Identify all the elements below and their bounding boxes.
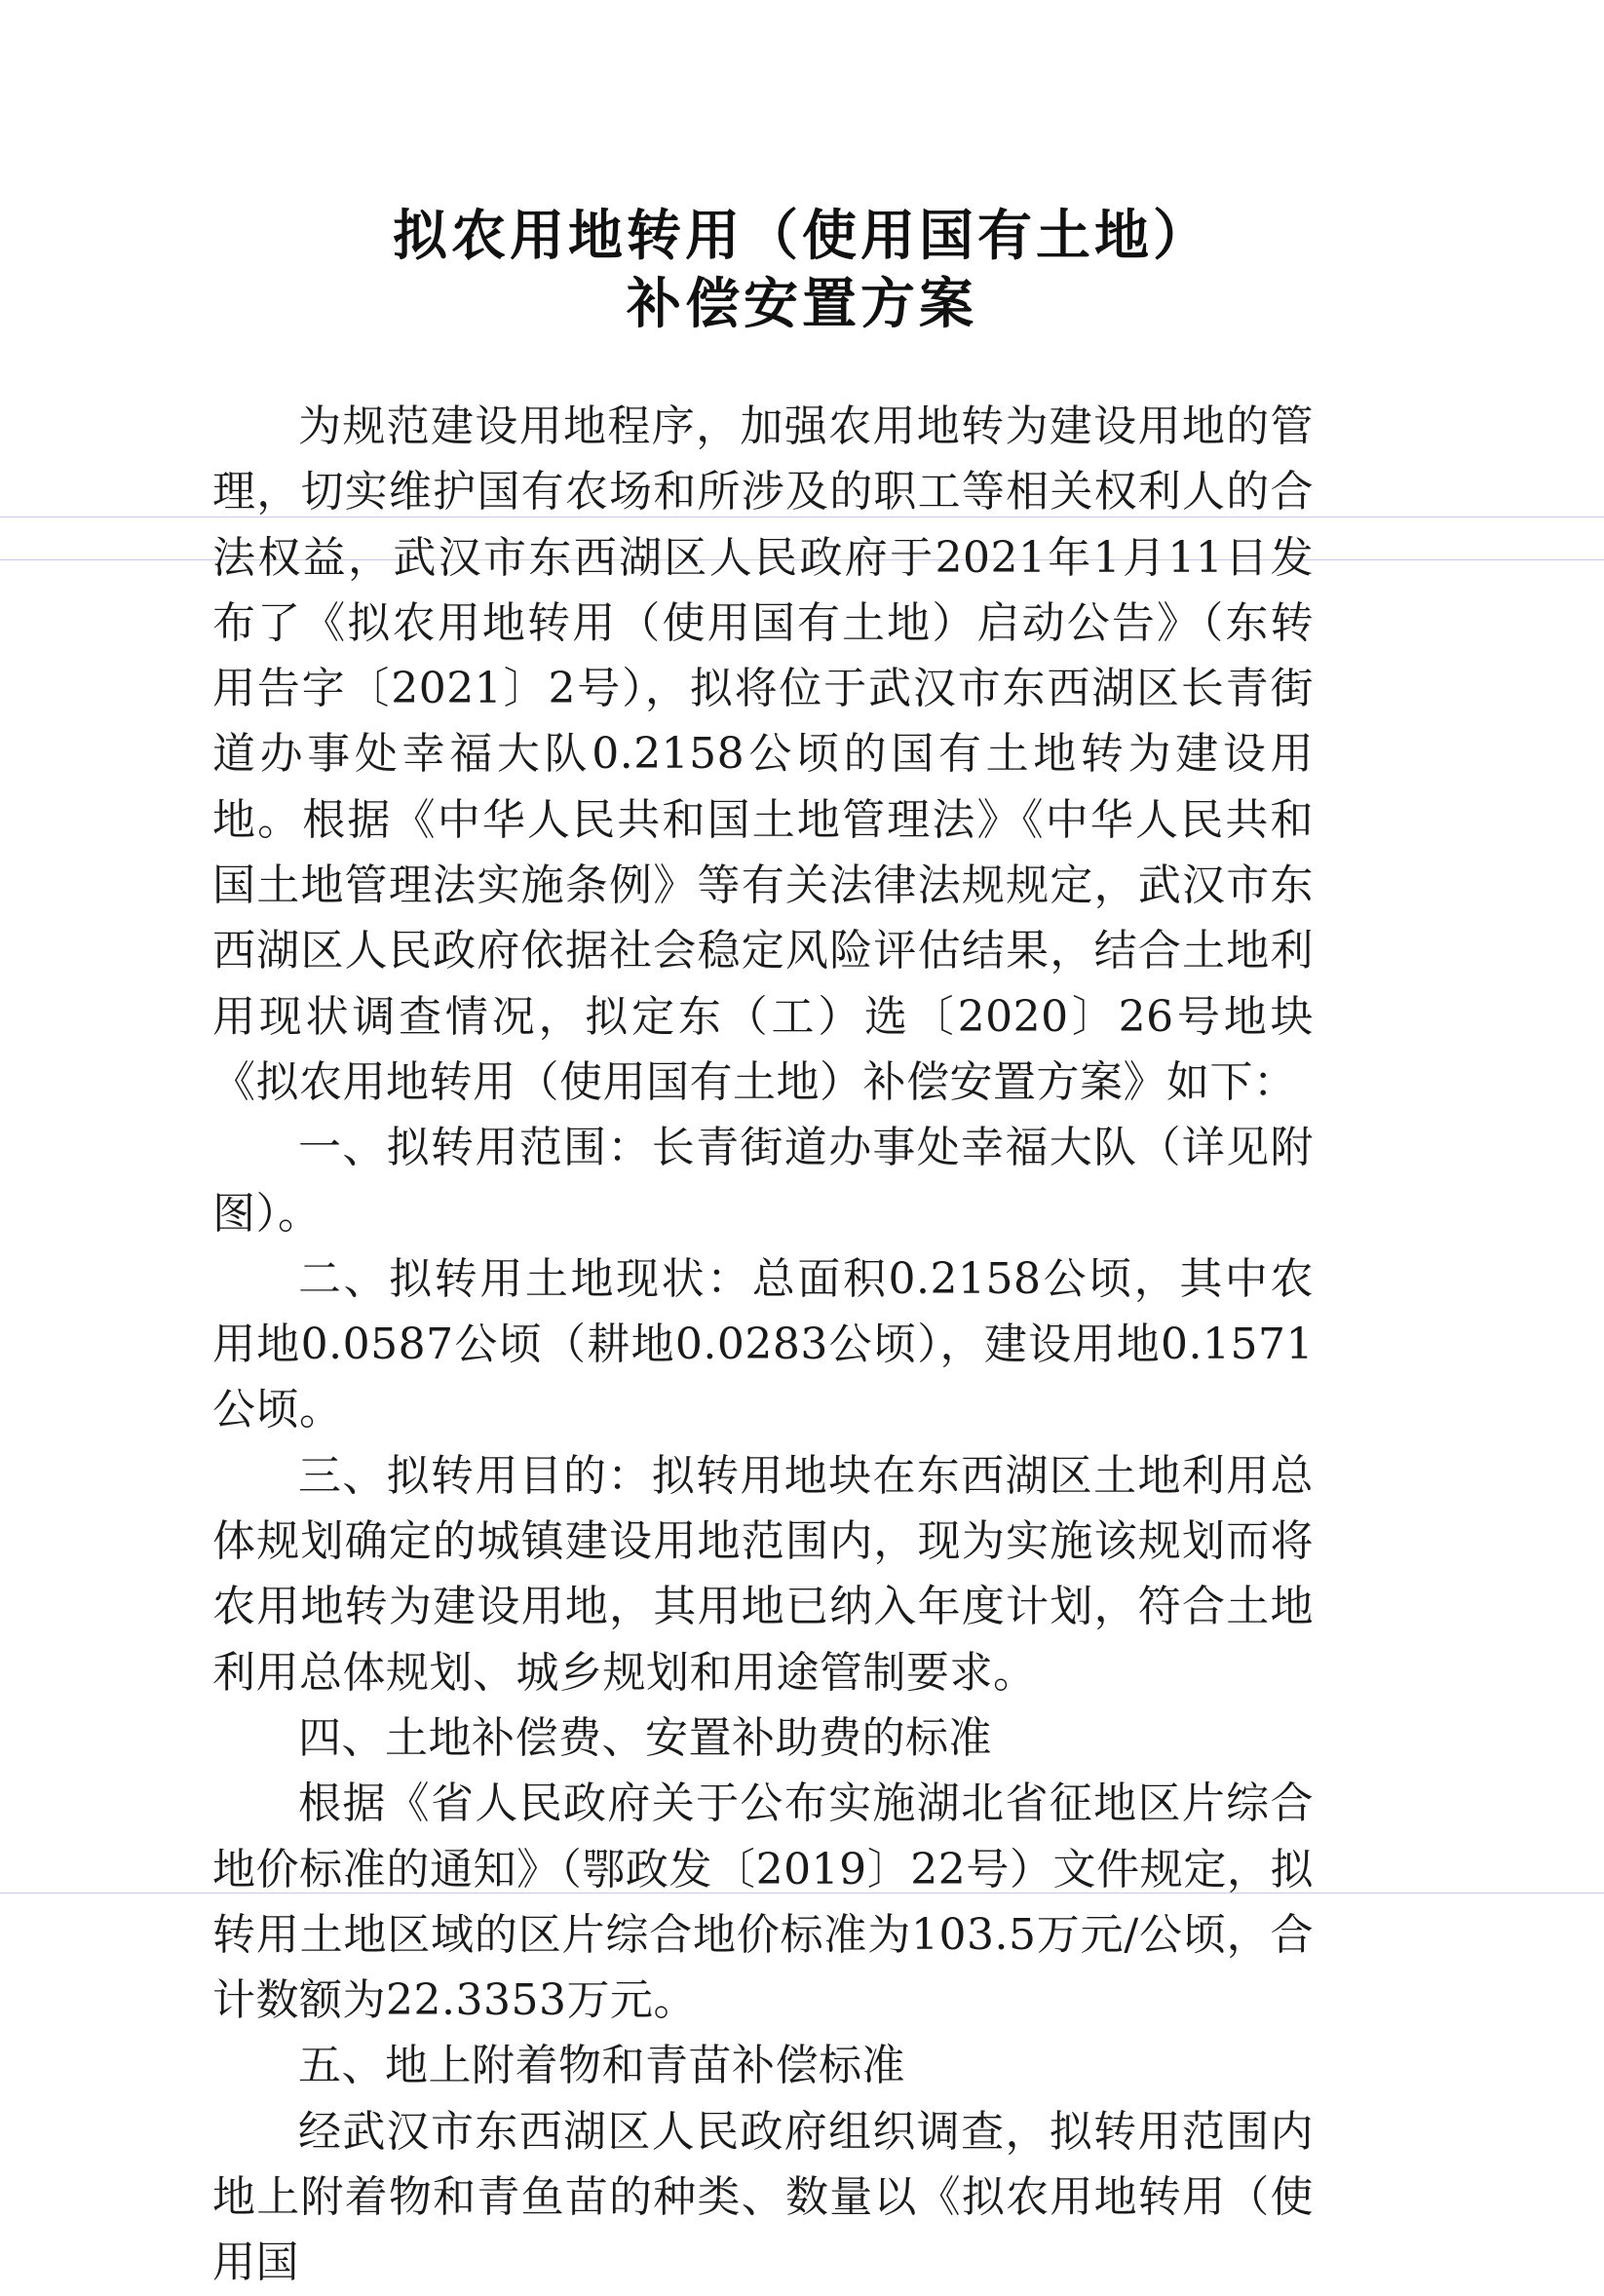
section-5-heading: 五、地上附着物和青苗补偿标准: [298, 2041, 905, 2091]
document-body: [212, 394, 1314, 2296]
section-3-purpose: 三、拟转用目的：拟转用地块在东西湖区土地利用总体规划确定的城镇建设用地范围内，现为实施该规划而将农用地转为建设用地，其用地已纳入年度计划，符合土地利用总体规划、城乡规划和用途管制要求。: [212, 1450, 1314, 1698]
section-1-scope: 一、拟转用范围：长青街道办事处幸福大队（详见附图）。: [212, 1123, 1314, 1239]
intro-paragraph: 为规范建设用地程序，加强农用地转为建设用地的管理，切实维护国有农场和所涉及的职工等相关权利人的合法权益，武汉市东西湖区人民政府于2021年1月11日发布了《拟农用地转用（使用国有土地）启动公告》（东转用告字〔2021〕2号），拟将位于武汉市东西湖区长青街道办事处幸福大队0.2158公顷的国有土地转为建设用地。根据《中华人民共和国土地管理法》《中华人民共和国土地管理法实施条例》等有关法律法规规定，武汉市东西湖区人民政府依据社会稳定风险评估结果，结合土地利用现状调查情况，拟定东（工）选〔2020〕26号地块《拟农用地转用（使用国有土地）补偿安置方案》如下：: [212, 402, 1314, 1107]
section-4-body: 根据《省人民政府关于公布实施湖北省征地区片综合地价标准的通知》（鄂政发〔2019〕22号）文件规定，拟转用土地区域的区片综合地价标准为103.5万元/公顷，合计数额为22.3353万元。: [212, 1779, 1314, 2026]
document-title: 拟农用地转用（使用国有土地）: [393, 205, 1211, 268]
section-5-body: 经武汉市东西湖区人民政府组织调查，拟转用范围内地上附着物和青鱼苗的种类、数量以《拟农用地转用（使用国: [212, 2106, 1314, 2288]
section-4-heading: 四、土地补偿费、安置补助费的标准: [298, 1712, 992, 1763]
section-2-land-status: 二、拟转用土地现状：总面积0.2158公顷，其中农用地0.0587公顷（耕地0.0283公顷），建设用地0.1571公顷。: [212, 1253, 1314, 1435]
document-subtitle: 补偿安置方案: [627, 273, 977, 336]
